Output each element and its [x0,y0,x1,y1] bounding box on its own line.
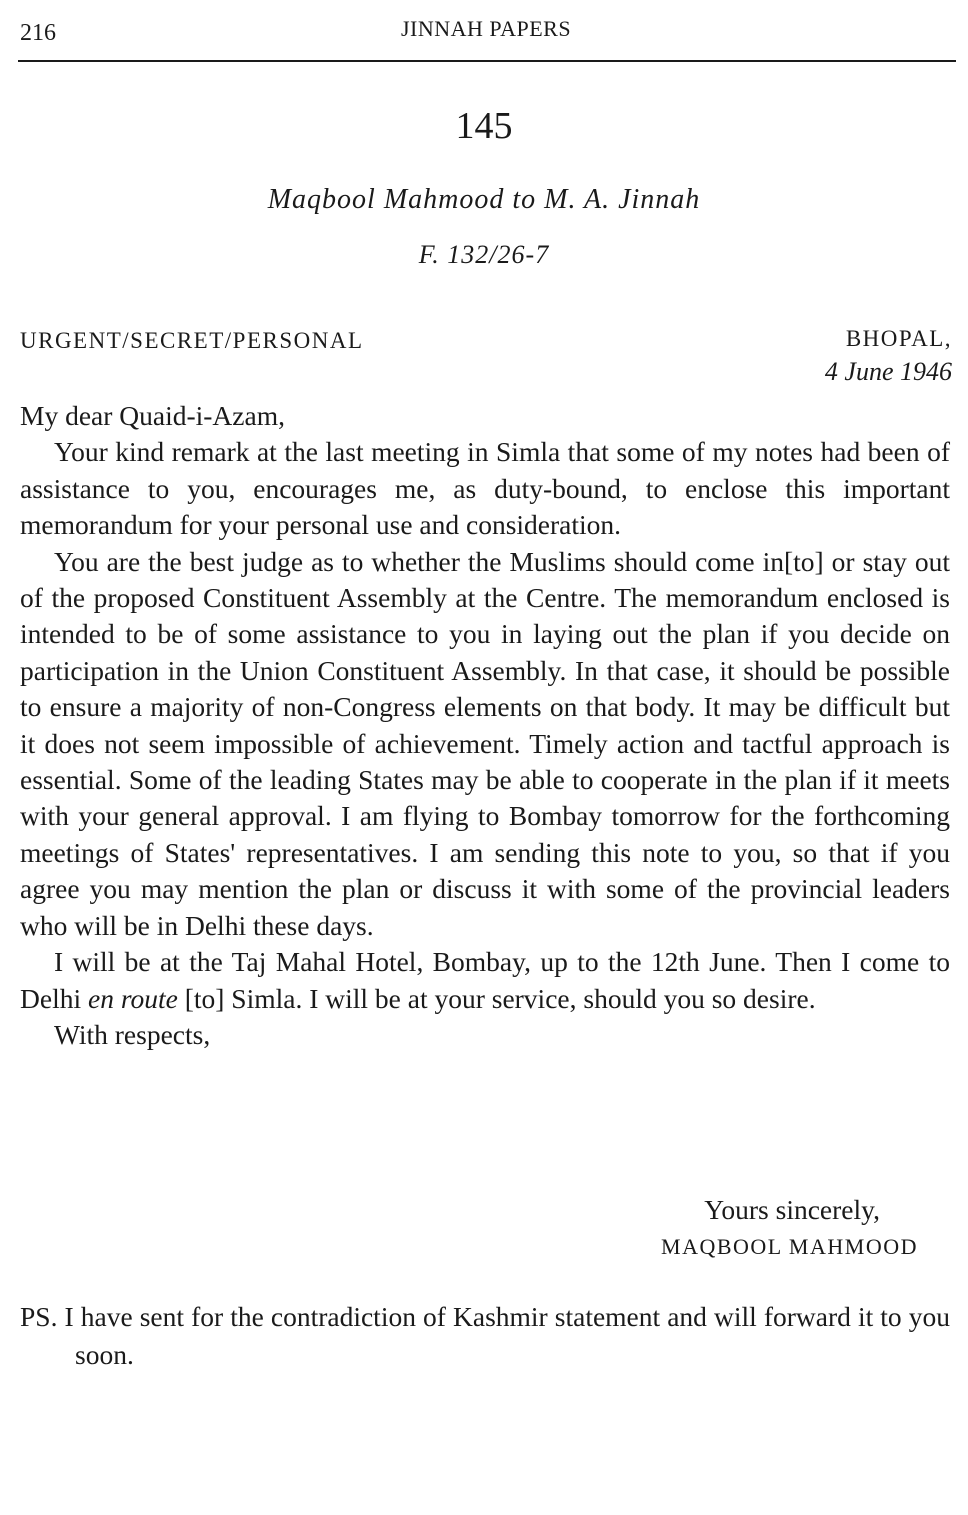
document-number: 145 [455,105,513,147]
page-number: 216 [20,20,56,46]
paragraph-3-italic: en route [87,982,178,1014]
signoff: Yours sincerely, [704,1194,880,1225]
letter-body [20,398,950,1053]
paragraph-1: Your kind remark at the last meeting in Simla that some of my notes had been of assistance to you, encourages me, as duty-bound, to enclose this important memorandum for your personal use and consideration. [20,436,950,541]
classification-label: URGENT/SECRET/PERSONAL [20,328,364,353]
closing-line: With respects, [54,1018,211,1050]
paragraph-3-part-b: [to] Simla. I will be at your service, should you so desire. [184,982,816,1014]
document-heading: Maqbool Mahmood to M. A. Jinnah [267,184,701,215]
paragraph-3 [20,944,950,1017]
running-title: JINNAH PAPERS [400,16,572,41]
header-rule [18,60,956,62]
postscript: PS. I have sent for the contradiction of Kashmir statement and will forward it to you soon. [20,1301,950,1370]
file-reference: F. 132/26-7 [418,240,550,269]
paragraph-3-part-a: I will be at the Taj Mahal Hotel, Bombay, up to the 12th June. Then I come to Delhi [20,946,950,1014]
place-line: BHOPAL, [845,326,952,351]
signature-name: MAQBOOL MAHMOOD [661,1234,918,1259]
salutation: My dear Quaid-i-Azam, [20,400,285,431]
running-head [18,14,954,54]
date-line: 4 June 1946 [824,357,952,386]
paragraph-2: You are the best judge as to whether the Muslims should come in[to] or stay out of the proposed Constituent Assembly at the Centre. The memorandum enclosed is intended to be of some assistance to you in laying out the plan if you decide on participation in the Union Constituent Assembly. In that case, it should be possible to ensure a majority of non-Congress elements on that body. It may be difficult but it does not seem impossible of achievement. Timely action and tactful approach is essential. Some of the leading States may be able to cooperate in the plan if it meets with your general approval. I am flying to Bombay tomorrow for the forthcoming meetings of States' representatives. I am sending this note to you, so that if you agree you may mention the plan or discuss it with some of the provincial leaders who will be in Delhi these days. [20,545,950,941]
